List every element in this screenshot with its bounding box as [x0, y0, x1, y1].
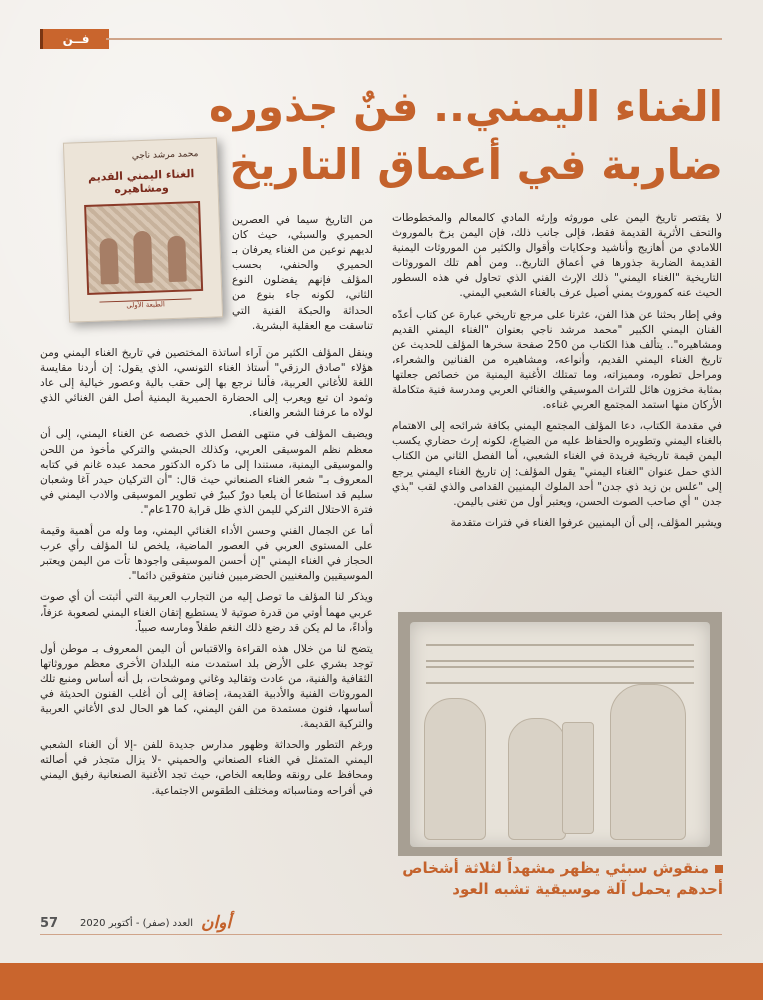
- top-divider: [106, 38, 722, 40]
- article-column-left-top: [232, 213, 373, 345]
- relief-table: [562, 722, 594, 834]
- article-title: [163, 78, 723, 194]
- paragraph: أما عن الجمال الفني وحسن الأداء الغنائي اليمني، وما وله من أهمية وقيمة على المستوى العربي في العصور الماضية، يلخص لنا المؤلف رأي عرب الحجاز في الغناء اليمني "إن أحسن الموسيقى واجودها تأت من اليمن ويعتبر الموسيقيين والمغنيين الحضرميين فنانين متفوقين دائما".: [40, 525, 373, 583]
- magazine-logo: أوان: [201, 913, 232, 933]
- paragraph: لا يقتصر تاريخ اليمن على موروثه وإرثه المادي كالمعالم والمخطوطات والتحف الأثرية القديمة فقط، فإلى جانب ذلك، فإن اليمن يزخ بالموروث اللامادي من أهازيج وأناشيد وحكايات وأقوال والكثير من الموروثات اليمنية القديمة الضاربة جذورها في أعماق التاريخ.. ومن أهم تلك الموروثات التاريخية "الغناء اليمني" ذلك الإرث الفني الذي تحاول في هذه السطور الحيث عنه كموروث يمني أصيل عرف بالغناء الشعبي اليمني.: [392, 212, 722, 300]
- book-publisher: الطبعة الأولى: [99, 298, 191, 310]
- paragraph: ورغم التطور والحداثة وظهور مدارس جديدة للفن -إلا أن الغناء الشعبي اليمني المتمثل في الغناء الصنعاني والحميني -لا يزال متجذر في أصالته ومحافظ على رونقه وطابعه الخاص، حيث تجد الأغنية الصنعانية رفيق اليمني في أفراحه ومناسباته ومختلف الطقوس الاجتماعية.: [40, 739, 373, 797]
- bottom-color-bar: [0, 963, 763, 1000]
- paragraph: وينقل المؤلف الكثير من آراء أساتذة المختصين في تاريخ الغناء اليمني ومن هؤلاء "صادق الرزقي" أستاذ الغناء التونسي، الذي يقول: إن أردنا مقايسة اللغة للأغاني العربية، فألنا نرجع بها إلى حقب بالية وعصور خيالية إلى عاد وثمود ان تبع ويعرب إلى الحضارة الحميرية اليمنية أصل الفن الغنائي الذي لولاه ما عرفنا الشعر والغناء.: [40, 347, 373, 420]
- book-cover-image: [63, 137, 223, 322]
- book-author: محمد مرشد ناجي: [131, 149, 199, 162]
- relief-inscription: [426, 666, 694, 684]
- issue-label: العدد (صفر) - أكتوبر 2020: [80, 917, 194, 929]
- relief-figure: [508, 718, 566, 840]
- title-line-2: ضاربة في أعماق التاريخ: [229, 140, 723, 189]
- paragraph: ويذكر لنا المؤلف ما توصل إليه من التجارب العربية التي أثبتت أن أي صوت عربي مهما أوتي من قدرة صوتية لا يستطيع إتقان الغناء اليمني لصعوبة عزفاً، وأداءً، ما لم يكن قد رضع ذلك النغم طفلاً ومارسه صبياً.: [40, 591, 373, 634]
- paragraph: وفي إطار بحثنا عن هذا الفن، عثرنا على مرجع تاريخي عبارة عن كتاب أعدّه الفنان اليمني الكبير "محمد مرشد ناجي بعنوان "الغناء اليمني القديم ومشاهيره".. يتألف هذا الكتاب من 250 صفحة سخرها المؤلف للحديث عن تاريخ الغناء اليمني القديم، وأنواعه، ومشاهيره من الفنانين والشعراء، ومراحل تطوره، ومميزاته، وما تمتلك الأغنية اليمنية من خصائص جعلتها بمثابة مخزون هائل للتراث الموسيقي والغنائي العربي ومدرسة فنية متكاملة الأركان منها استمد المجتمع العربي غناءه.: [392, 308, 722, 412]
- relief-stone: [410, 622, 710, 847]
- book-title: الغناء اليمني القديم ومشاهيره: [87, 167, 195, 196]
- caption-text-1: منقوش سبئي يظهر مشهداً لثلاثة أشخاص: [402, 859, 709, 877]
- relief-inscription: [426, 644, 694, 662]
- paragraph: من التاريخ سيما في العصرين الحميري والسبئي، حيث كان لديهم نوعين من الغناء يعرفان بـ الحميري والحنفي، بحسب المؤلف فإنهم يفضلون النوع الثاني، لكونه جاء بنوع من الحداثة والحبكة الفنية التي تناسقت مع العقلية البشرية.: [232, 214, 373, 332]
- book-cover-illustration: [84, 201, 203, 295]
- cover-figure: [167, 236, 187, 283]
- paragraph: في مقدمة الكتاب، دعا المؤلف المجتمع اليمني بكافة شرائحه إلى الاهتمام بالغناء اليمني وتطويره والحفاظ عليه من الضياع، لكونه إرث حضاري يكسب اليمن قيمة تاريخية فريدة في الغناء الشعبي، أما الفصل الثاني من الكتاب الذي حمل عنوان "الغناء اليمني" يقول المؤلف: إن تاريخ الغناء اليمني يرجع إلى "علس بن زيد ذي جدن" أحد الملوك اليمنيين القدامى والذي لقب "بذي جدن " أي صاحب الصوت الحسن، ويعتبر أول من تغنى باليمن.: [392, 420, 722, 508]
- title-line-1: الغناء اليمني.. فنٌ جذوره: [208, 82, 723, 131]
- paragraph: ويضيف المؤلف في منتهى الفصل الذي خصصه عن الغناء اليمني، إلى أن معظم نظم الموسيقى العربي، وكذلك الحبشي والتركي مأخوذ من اللحن والموسيقى اليمنية، مستندا إلى ما ذكره الدكتور محمد عبده غانم في كتابه المعروف بـ" شعر الغناء الصنعاني حيث قال: "أن التركيان حيدر آغا وشعبان سليم قد استطاعا أن يلعبا دورٌ كبيرٌ في تطوير الموسيقى والادب اليمني في فترة الاحتلال التركي لليمن الذي ظل قرابة 170عام".: [40, 428, 373, 516]
- sabaean-relief-photo: [398, 612, 722, 856]
- article-column-left: [40, 346, 373, 896]
- caption-line-1: [393, 858, 723, 879]
- relief-figure: [424, 698, 486, 840]
- caption-line-2: أحدهم يحمل آلة موسيقية تشبه العود: [452, 880, 723, 898]
- relief-figure: [610, 684, 686, 840]
- paragraph: يتضح لنا من خلال هذه القراءة والاقتباس أن اليمن المعروف بـ موطن أول توجد بشري على الأرض بلد استمدت منه البلدان الأخرى معظم موروثاتها الثقافية والفنية، من عادت وتقاليد وغاني وموشحات، بل أنه أساس ومنبع تلك الموروثات الفنية والأدبية القديمة، إضافة إلى أن أغلب الفنون الحديثة في أساسها، فنون مستمدة من الفن اليمني، كما هو الحال لدى الأغاني العربية والتركية القديمة.: [40, 642, 373, 731]
- article-column-right: [392, 211, 722, 605]
- caption-bullet-icon: [715, 865, 723, 873]
- section-tab: فــن: [40, 29, 109, 49]
- cover-figure: [133, 231, 153, 284]
- paragraph: ويشير المؤلف، إلى أن اليمنيين عرفوا الغناء في فترات متقدمة: [450, 516, 722, 529]
- cover-figure: [99, 238, 119, 285]
- footer-divider: [40, 934, 722, 935]
- page-footer: [40, 911, 420, 935]
- photo-caption: [393, 858, 723, 900]
- page-number: 57: [40, 915, 59, 931]
